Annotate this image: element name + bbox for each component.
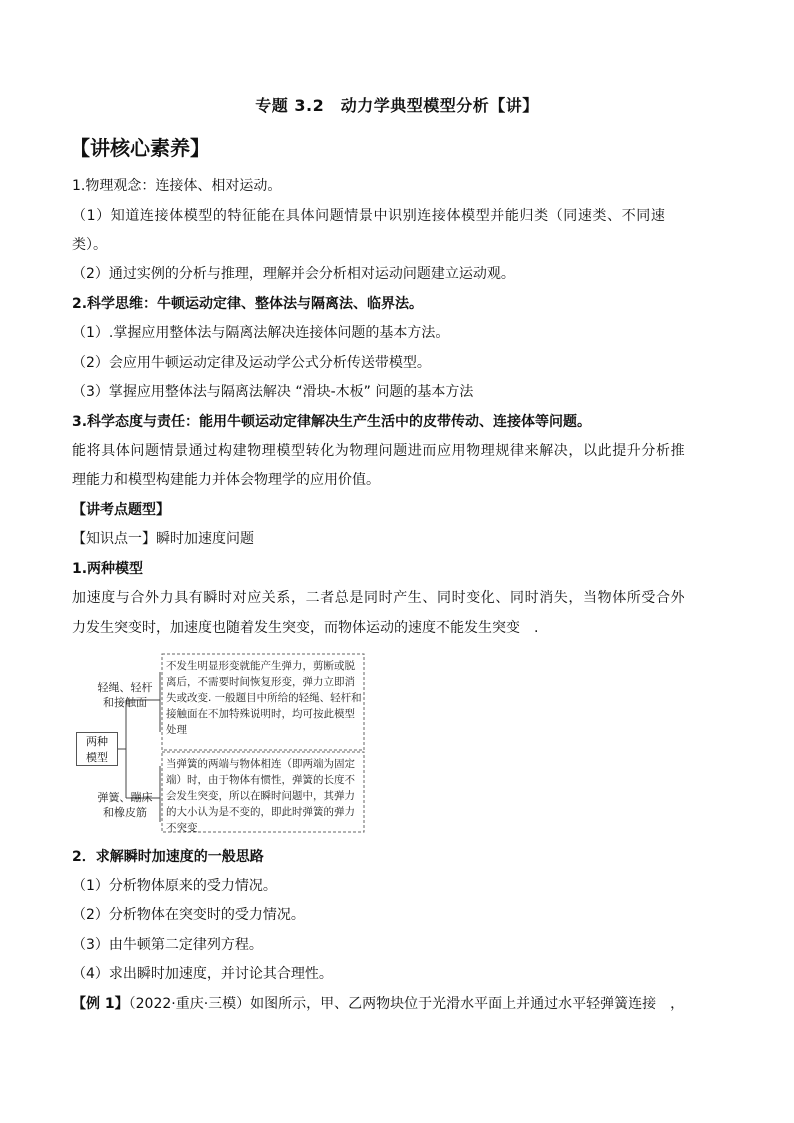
note-rope-model: 不发生明显形变就能产生弹力，剪断或脱离后，不需要时间恢复形变，弹力立即消失或改变. 一般题目中所给的轻绳、轻杆和接触面在不加特殊说明时，均可按此模型处理 <box>166 660 362 736</box>
text-line: 1.物理观念：连接体、相对运动。 <box>72 178 282 194</box>
section-heading: 【讲核心素养】 <box>70 136 210 160</box>
text-line: （4）求出瞬时加速度，并讨论其合理性。 <box>72 966 333 982</box>
branch-label-spring: 弹簧、蹦床 和橡皮筋 <box>97 791 153 819</box>
text-line: 类）。 <box>72 237 107 253</box>
text-line: （2）会应用牛顿运动定律及运动学公式分析传送带模型。 <box>72 355 431 371</box>
text-line: 2.科学思维：牛顿运动定律、整体法与隔离法、临界法。 <box>72 296 424 312</box>
text-line: 2．求解瞬时加速度的一般思路 <box>72 849 264 865</box>
center-label: 两种 模型 <box>86 735 108 764</box>
example-text: （2022·重庆·三模）如图所示，甲、乙两物块位于光滑水平面上并通过水平轻弹簧连接 ， <box>128 996 685 1012</box>
text-line: （1）分析物体原来的受力情况。 <box>72 878 277 894</box>
text-line: （2）通过实例的分析与推理，理解并会分析相对运动问题建立运动观。 <box>72 266 515 282</box>
text-line: （1）.掌握应用整体法与隔离法解决连接体问题的基本方法。 <box>72 325 450 341</box>
text-line: 加速度与合外力具有瞬时对应关系，二者总是同时产生、同时变化、同时消失，当物体所受合外 <box>72 590 686 606</box>
note-spring-model: 当弹簧的两端与物体相连（即两端为固定端）时，由于物体有惯性，弹簧的长度不会发生突变，所以在瞬时问题中，其弹力的大小认为是不变的，即此时弹簧的弹力不突变 <box>166 758 355 834</box>
text-line: 【讲考点题型】 <box>72 502 170 518</box>
text-line: 1.两种模型 <box>72 561 144 577</box>
branch-label-rope: 轻绳、轻杆 和接触面 <box>97 681 153 709</box>
text-line: （3）由牛顿第二定律列方程。 <box>72 937 263 953</box>
example-label: 【例 1】 <box>72 996 129 1012</box>
text-line: 力发生突变时，加速度也随着发生突变，而物体运动的速度不能发生突变 . <box>72 620 539 636</box>
text-line: （3）掌握应用整体法与隔离法解决 “滑块-木板” 问题的基本方法 <box>72 384 474 400</box>
text-line: （2）分析物体在突变时的受力情况。 <box>72 907 305 923</box>
text-line: 【知识点一】瞬时加速度问题 <box>72 531 254 547</box>
example-line <box>72 994 732 1014</box>
text-line: （1）知道连接体模型的特征能在具体问题情景中识别连接体模型并能归类（同速类、不同速 <box>72 208 666 224</box>
text-line: 能将具体问题情景通过构建物理模型转化为物理问题进而应用物理规律来解决，以此提升分析推 <box>72 443 686 459</box>
page-title: 专题 3.2 动力学典型模型分析【讲】 <box>255 96 539 115</box>
diagram-center-box <box>76 732 118 766</box>
two-models-diagram <box>76 652 368 834</box>
text-line: 3.科学态度与责任：能用牛顿运动定律解决生产生活中的皮带传动、连接体等问题。 <box>72 414 592 430</box>
text-line: 理能力和模型构建能力并体会物理学的应用价值。 <box>72 472 380 488</box>
